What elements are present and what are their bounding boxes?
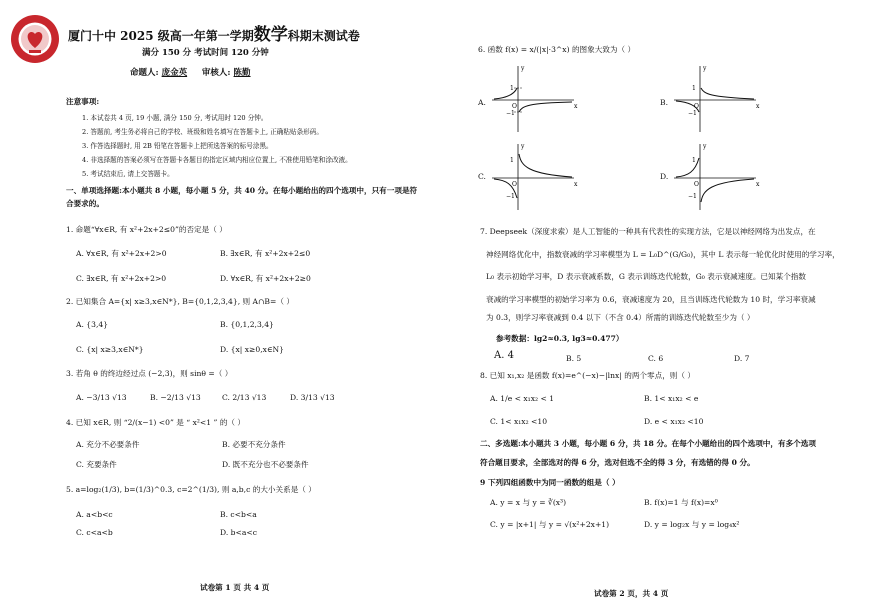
notes-item-5: 5. 考试结束后, 请上交答题卡。	[82, 170, 174, 178]
notes-item-2: 2. 答题前, 考生务必将自己的学校、班级和姓名填写在答题卡上, 正确粘贴条形码。	[82, 128, 323, 136]
q6-graph-b-x-label: x	[756, 103, 760, 110]
q6-graph-b-y-label: y	[703, 65, 707, 72]
q6-stem: 6. 函数 f(x) = x/(|x|·3^x) 的图象大致为（ ）	[478, 45, 636, 54]
score-line: 满分 150 分 考试时间 120 分钟	[142, 48, 269, 58]
q2-stem: 2. 已知集合 A={x| x≥3,x∈N*}, B={0,1,2,3,4}, 则 A∩B=（ ）	[66, 297, 294, 306]
q6-graph-b-tick-neg: −1	[688, 110, 697, 117]
q5-option-c: C. c<a<b	[76, 528, 113, 537]
q4-option-a: A. 充分不必要条件	[76, 440, 140, 449]
q1-option-a: A. ∀x∈R, 有 x²+2x+2>0	[76, 249, 167, 258]
q6-graph-a-y-label: y	[521, 65, 525, 72]
notes-title: 注意事项:	[66, 97, 100, 106]
q7-option-b: B. 5	[566, 354, 582, 363]
q8-option-b: B. 1< x₁x₂ < e	[644, 394, 699, 403]
q6-graph-b-origin: O	[694, 103, 699, 110]
q3-stem: 3. 若角 θ 的终边经过点 (−2,3)，则 sinθ =（ ）	[66, 369, 233, 378]
q5-option-a: A. a<b<c	[76, 510, 113, 519]
q3-option-d: D. 3/13 √13	[290, 393, 335, 402]
q9-option-d: D. y = log₂x 与 y = log₄x²	[644, 520, 740, 529]
setter-line	[130, 66, 251, 78]
q2-option-d: D. {x| x≥0,x∈N}	[220, 345, 285, 354]
notes-item-3: 3. 作答选择题时, 用 2B 铅笔在答题卡上把所选答案的标号涂黑。	[82, 142, 273, 150]
q1-option-b: B. ∃x∈R, 有 x²+2x+2≤0	[220, 249, 311, 258]
q3-option-a: A. −3/13 √13	[76, 393, 127, 402]
q3-option-c: C. 2/13 √13	[222, 393, 267, 402]
setter-name: 庞金英	[161, 68, 188, 78]
q4-option-b: B. 必要不充分条件	[222, 440, 286, 449]
section2-heading: 二、多选题:本小题共 3 小题，每小题 6 分，共 18 分。在每个小题给出的四个选项中，有多个选项	[480, 439, 816, 448]
page-footer-left: 试卷第 1 页 共 4 页	[200, 583, 270, 592]
reviewer-name: 陈勤	[233, 68, 251, 78]
q7-line-5: 为 0.3，则学习率衰减到 0.4 以下（不含 0.4）所需的训练迭代轮数至少为（ ）	[486, 313, 755, 322]
exam-title-prefix: 厦门十中 2025 级高一年第一学期	[68, 29, 254, 43]
q6-graph-b-tick-pos: 1	[692, 85, 696, 92]
q7-option-a: A. 4	[494, 350, 514, 361]
q5-option-d: D. b<a<c	[220, 528, 258, 537]
notes-item-1: 1. 本试卷共 4 页, 19 小题, 满分 150 分, 考试用时 120 分钟。	[82, 114, 268, 122]
q6-graph-a-origin: O	[512, 103, 517, 110]
q6-graph-a	[488, 62, 578, 134]
q9-stem: 9 下列四组函数中为同一函数的组是（ ）	[480, 478, 620, 487]
q6-label-b: B.	[660, 98, 668, 107]
q6-graph-c-x-label: x	[574, 181, 578, 188]
q6-label-a: A.	[478, 98, 486, 107]
q6-graph-d-tick-neg: −1	[688, 193, 697, 200]
q2-option-b: B. {0,1,2,3,4}	[220, 320, 274, 329]
q6-graph-c-origin: O	[512, 181, 517, 188]
q8-option-a: A. 1/e < x₁x₂ < 1	[490, 394, 555, 403]
q8-option-d: D. e < x₁x₂ <10	[644, 417, 704, 426]
q9-option-b: B. f(x)=1 与 f(x)=x⁰	[644, 498, 718, 507]
q7-line-2: 神经网络优化中，指数衰减的学习率模型为 L = L₀D^(G/G₀)，其中 L 表示每一轮优化时使用的学习率，	[486, 250, 840, 259]
q6-graph-c-tick-neg: −1	[506, 193, 515, 200]
q6-graph-c-tick-pos: 1	[510, 157, 514, 164]
q6-graph-b	[670, 62, 760, 134]
q6-graph-a-x-label: x	[574, 103, 578, 110]
exam-title-suffix: 科期末测试卷	[287, 29, 360, 43]
page-footer-right: 试卷第 2 页，共 4 页	[594, 589, 669, 598]
q7-reference-data: 参考数据：lg2≈0.3, lg3≈0.477）	[496, 334, 624, 343]
q7-line-4: 衰减的学习率模型的初始学习率为 0.6，衰减速度为 20，且当训练迭代轮数为 10 时，学习率衰减	[486, 295, 816, 304]
q6-graph-d-origin: O	[694, 181, 699, 188]
q8-stem: 8. 已知 x₁,x₂ 是函数 f(x)=e^(−x)−|lnx| 的两个零点，则（ ）	[480, 371, 695, 380]
section1-heading-cont: 合要求的。	[66, 199, 104, 208]
q3-option-b: B. −2/13 √13	[150, 393, 201, 402]
q5-stem: 5. a=log₂(1/3), b=(1/3)^0.3, c=2^(1/3), 则 a,b,c 的大小关系是（ ）	[66, 485, 316, 494]
q4-stem: 4. 已知 x∈R, 则 “2/(x−1) <0” 是 “ x²<1 ” 的（ ）	[66, 418, 246, 427]
q1-stem: 1. 命题“∀x∈R, 有 x²+2x+2≤0”的否定是（ ）	[66, 225, 227, 234]
q8-option-c: C. 1< x₁x₂ <10	[490, 417, 548, 426]
notes-item-4: 4. 非选择题的答案必须写在答题卡各题目的指定区域内相应位置上, 不准使用铅笔和涂改液。	[82, 156, 352, 164]
q9-option-a: A. y = x 与 y = ∛(x³)	[490, 498, 567, 507]
section1-heading: 一、单项选择题:本小题共 8 小题，每小题 5 分，共 40 分。在每小题给出的四个选项中，只有一项是符	[66, 186, 418, 195]
q6-label-c: C.	[478, 172, 486, 181]
setter-label: 命题人:	[130, 68, 159, 78]
reviewer-label: 审核人:	[201, 68, 231, 78]
q1-option-d: D. ∀x∈R, 有 x²+2x+2≥0	[220, 274, 311, 283]
q6-graph-d	[670, 140, 760, 212]
q9-option-c: C. y = |x+1| 与 y = √(x²+2x+1)	[490, 520, 610, 529]
q6-graph-c-y-label: y	[521, 143, 525, 150]
q1-option-c: C. ∃x∈R, 有 x²+2x+2>0	[76, 274, 167, 283]
q4-option-c: C. 充要条件	[76, 460, 117, 469]
exam-title-subject: 数学	[253, 25, 288, 45]
q6-label-d: D.	[660, 172, 669, 181]
q6-graph-a-tick-neg: −1	[506, 110, 515, 117]
q6-graph-d-tick-pos: 1	[692, 157, 696, 164]
q2-option-c: C. {x| x≥3,x∈N*}	[76, 345, 144, 354]
q2-option-a: A. {3,4}	[76, 320, 109, 329]
school-logo-icon	[10, 14, 60, 64]
q7-line-1: 7. Deepseek（深度求索）是人工智能的一种具有代表性的实现方法，它是以神经网络为出发点，在	[480, 227, 816, 236]
q6-graph-d-x-label: x	[756, 181, 760, 188]
section2-heading-cont: 符合题目要求，全部选对的得 6 分，选对但选不全的得 3 分，有选错的得 0 分。	[480, 458, 755, 467]
q7-line-3: L₀ 表示初始学习率，D 表示衰减系数，G 表示训练迭代轮数，G₀ 表示衰减速度。已知某个指数	[486, 272, 806, 281]
q6-graph-c	[488, 140, 578, 212]
q6-graph-a-tick-pos: 1	[510, 85, 514, 92]
page-2	[440, 0, 870, 614]
q4-option-d: D. 既不充分也不必要条件	[222, 460, 309, 469]
q7-option-c: C. 6	[648, 354, 664, 363]
exam-title	[68, 20, 360, 45]
q7-option-d: D. 7	[734, 354, 750, 363]
q5-option-b: B. c<b<a	[220, 510, 257, 519]
q6-graph-d-y-label: y	[703, 143, 707, 150]
